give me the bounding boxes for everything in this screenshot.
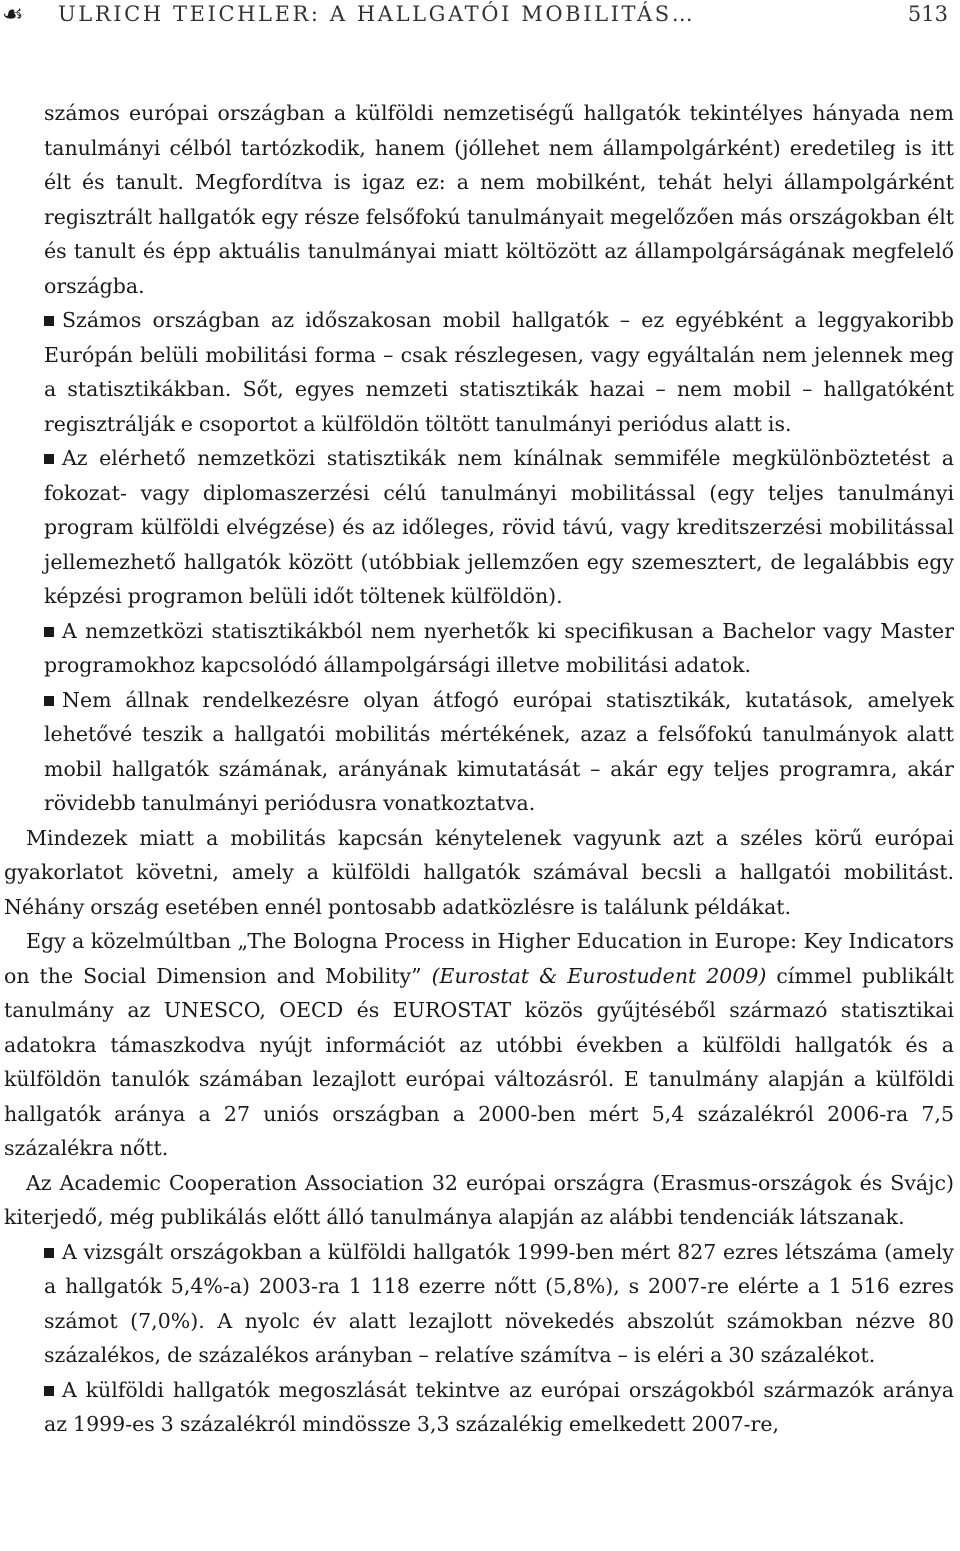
square-bullet-icon xyxy=(44,627,54,637)
paragraph-continued: számos európai országban a külföldi nemzetiségű hallgatók tekintélyes hányada nem tanulmányi célból tartózkodik, hanem (jóllehet nem állampolgárként) eredetileg is itt élt és tanult. Megfordítva is igaz ez: a nem mobilként, tehát helyi állampolgárként regisztrált hallgatók egy része felsőfokú tanulmányait megelőzően más országokban élt és tanult és épp aktuális tanulmányai miatt költözött az állampolgárságának megfelelő országba. xyxy=(44,101,954,298)
square-bullet-icon xyxy=(44,696,54,706)
citation: (Eurostat & Eurostudent 2009) xyxy=(431,963,767,988)
bullet-text: Nem állnak rendelkezésre olyan átfogó európai statisztikák, kutatások, amelyek lehetővé teszik a hallgatói mobilitás mértékének, azaz a felsőfokú tanulmányok alatt mobil hallgatók számának, arányának kimutatását – akár egy teljes programra, akár rövidebb tanulmányi periódusra vonatkoztatva. xyxy=(44,687,954,815)
body-text xyxy=(4,96,954,1442)
bullet-text: Az elérhető nemzetközi statisztikák nem kínálnak semmiféle megkülönböztetést a fokozat- vagy diplomaszerzési célú tanulmányi mobilitással (egy teljes tanulmányi program külföldi elvégzése) és az időleges, rövid távú, vagy kreditszerzési mobilitással jellemezhető hallgatók között (utóbbiak jellemzően egy szemesztert, de legalábbis egy képzési programon belüli időt töltenek külföldön). xyxy=(44,446,954,608)
bullet-item xyxy=(44,614,954,683)
page-number: 513 xyxy=(907,2,948,26)
paragraph: Az Academic Cooperation Association 32 európai országra (Erasmus-országok és Svájc) kiterjedő, még publikálás előtt álló tanulmánya alapján az alábbi tendenciák látszanak. xyxy=(4,1170,954,1229)
bullet-item xyxy=(44,683,954,821)
bullet-item xyxy=(44,441,954,614)
bullet-text: Számos országban az időszakosan mobil hallgatók – ez egyébként a leggyakoribb Európán belüli mobilitási forma – csak részlegesen, vagy egyáltalán nem jelennek meg a statisztikákban. Sőt, egyes nemzeti statisztikák hazai – nem mobil – hallgatóként regisztrálják e csoportot a külföldön töltött tanulmányi periódus alatt is. xyxy=(44,308,954,436)
fleuron-ornament-icon: ☙ xyxy=(2,0,24,28)
bullet-text: A vizsgált országokban a külföldi hallgatók 1999-ben mért 827 ezres létszáma (amely a hallgatók 5,4%-a) 2003-ra 1 118 ezerre nőtt (5,8%), s 2007-re elérte a 1 516 ezres számot (7,0%). A nyolc év alatt lezajlott növekedés abszolút számokban nézve 80 százalékos, de százalékos arányban – relatíve számítva – is eléri a 30 százalékot. xyxy=(44,1239,954,1367)
paragraph-text: Egy a közelmúltban „The Bologna Process in Higher Education in Europe: Key Indicators on the Social Dimension and Mobility” xyxy=(4,929,954,988)
square-bullet-icon xyxy=(44,454,54,464)
paragraph-text: címmel publikált tanulmány az UNESCO, OECD és EUROSTAT közös gyűjtéséből származó statisztikai adatokra támaszkodva nyújt információt az utóbbi években a külföldi hallgatók és a külföldön tanulók számában lezajlott európai változásról. E tanulmány alapján a külföldi hallgatók aránya a 27 uniós országban a 2000-ben mért 5,4 százalékról 2006-ra 7,5 százalékra nőtt. xyxy=(4,963,954,1160)
running-header xyxy=(0,0,960,34)
paragraph: Mindezek miatt a mobilitás kapcsán kénytelenek vagyunk azt a széles körű európai gyakorlatot követni, amely a külföldi hallgatók számával becsli a hallgatói mobilitást. Néhány ország esetében ennél pontosabb adatközlésre is találunk példákat. xyxy=(4,825,954,919)
square-bullet-icon xyxy=(44,1248,54,1258)
bullet-text: A nemzetközi statisztikákból nem nyerhetők ki specifikusan a Bachelor vagy Master programokhoz kapcsolódó állampolgársági illetve mobilitási adatok. xyxy=(44,618,954,677)
square-bullet-icon xyxy=(44,316,54,326)
paragraph xyxy=(4,924,954,1166)
bullet-text: A külföldi hallgatók megoszlását tekintve az európai országokból származók aránya az 1999-es 3 százalékról mindössze 3,3 százalékig emelkedett 2007-re, xyxy=(44,1377,954,1436)
bullet-item xyxy=(44,1373,954,1442)
running-title: ULRICH TEICHLER: A HALLGATÓI MOBILITÁS… xyxy=(58,2,696,26)
bullet-item xyxy=(44,1235,954,1373)
square-bullet-icon xyxy=(44,1386,54,1396)
bullet-item xyxy=(44,303,954,441)
